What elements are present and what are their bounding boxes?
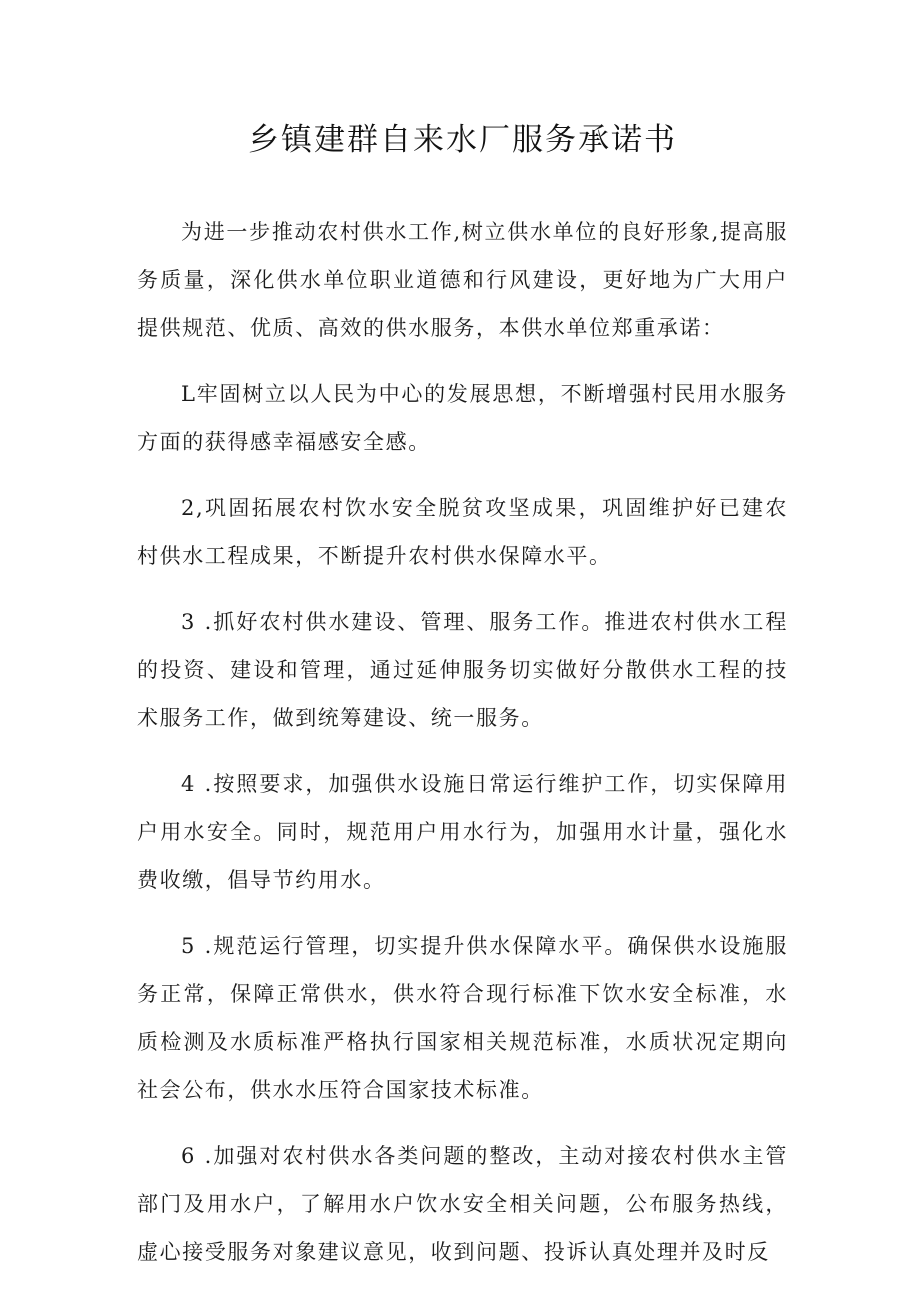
commitment-item-3: 3 .抓好农村供水建设、管理、服务工作。推进农村供水工程的投资、建设和管理，通过延伸服务切实做好分散供水工程的技术服务工作，做到统筹建设、统一服务。 [137,610,788,730]
commitment-item-1: L牢固树立以人民为中心的发展思想，不断增强村民用水服务方面的获得感幸福感安全感。 [137,382,788,454]
commitment-item-5: 5 .规范运行管理，切实提升供水保障水平。确保供水设施服务正常，保障正常供水，供水符合现行标准下饮水安全标准，水质检测及水质标准严格执行国家相关规范标准，水质状况定期向社会公布，供水水压符合国家技术标准。 [137,934,788,1102]
commitment-item-4: 4 .按照要求，加强供水设施日常运行维护工作，切实保障用户用水安全。同时，规范用户用水行为，加强用水计量，强化水费收缴，倡导节约用水。 [137,772,788,892]
commitment-item-2: 2,巩固拓展农村饮水安全脱贫攻坚成果，巩固维护好已建农村供水工程成果，不断提升农村供水保障水平。 [137,496,788,568]
intro-paragraph: 为进一步推动农村供水工作,树立供水单位的良好形象,提高服务质量，深化供水单位职业道德和行风建设，更好地为广大用户提供规范、优质、高效的供水服务，本供水单位郑重承诺： [137,220,788,340]
document-title: 乡镇建群自来水厂服务承诺书 [248,122,677,158]
commitment-item-6: 6 .加强对农村供水各类问题的整改，主动对接农村供水主管部门及用水户，了解用水户饮水安全相关问题，公布服务热线，虚心接受服务对象建议意见，收到问题、投诉认真处理并及时反 [137,1144,788,1264]
